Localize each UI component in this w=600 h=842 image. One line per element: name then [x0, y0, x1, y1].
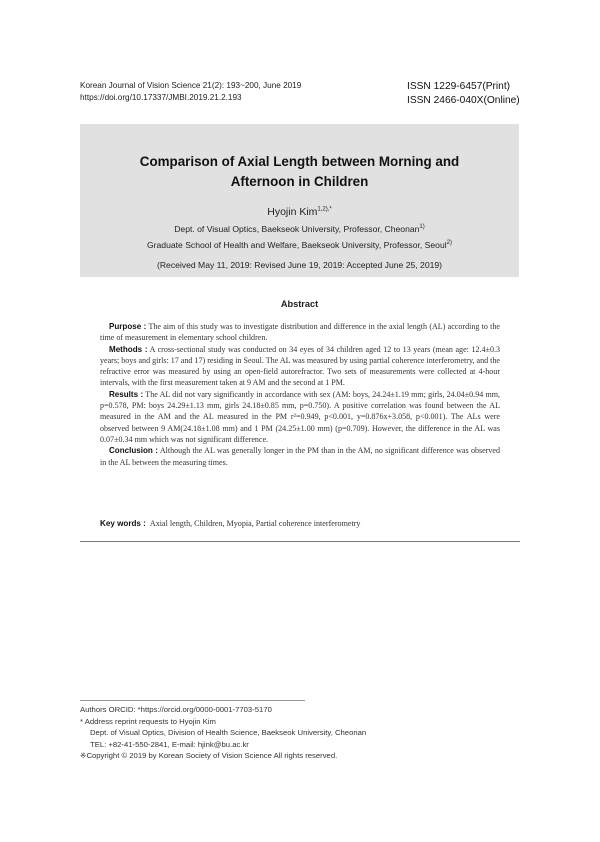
title-box: [80, 124, 519, 277]
affiliation-text: Dept. of Visual Optics, Baekseok University, Professor, Cheonan: [174, 224, 420, 234]
footnote-divider: [80, 700, 305, 701]
footnotes: [80, 704, 366, 762]
journal-citation: [80, 80, 301, 104]
title-line: Afternoon in Children: [230, 174, 369, 189]
abstract-heading: Abstract: [280, 299, 319, 309]
issn-print: ISSN 1229-6457(Print): [407, 81, 511, 92]
keywords-label: Key words :: [100, 519, 146, 528]
results-text: The AL did not vary significantly in accordance with sex (AM: boys, 24.24±1.19 mm; girls, 24.04±0.94 mm, p=0.578, PM: boys 24.29±1.13 mm, girls 24.18±0.85 mm, p=0.750). A positive correlation was found between the AL measured in the AM and the AL measured in the PM r²=0.949, p<0.001, y=0.876x+3.058, p<0.001). The ALs were observed between 9 AM(24.18±1.08 mm) and 1 PM (24.25±1.00 mm) (p=0.709). However, the difference in the AL was 0.07±0.34 mm which was not significant difference.: [100, 389, 501, 444]
author-superscript: 1,2),*: [317, 206, 332, 213]
results-paragraph: [100, 389, 500, 445]
issn-online: ISSN 2466-040X(Online): [407, 95, 520, 106]
reprint-line: * Address reprint requests to Hyojin Kim: [80, 716, 216, 726]
affiliation-2: [80, 240, 519, 250]
author: [80, 206, 519, 218]
purpose-text: The aim of this study was to investigate distribution and difference in the axial length (AL) according to the time of measurement in elementary school children.: [100, 322, 500, 343]
affiliation-1: [80, 224, 519, 234]
purpose-paragraph: [100, 321, 500, 344]
conclusion-label: Conclusion :: [109, 446, 158, 456]
keywords: [100, 519, 520, 528]
affiliation-superscript: 2): [446, 240, 452, 247]
keywords-text: Axial length, Children, Myopia, Partial coherence interferometry: [149, 519, 361, 528]
abstract-body: [100, 321, 500, 468]
methods-text: A cross-sectional study was conducted on 34 eyes of 34 children aged 12 to 13 years (mean age: 12.4±0.3 years; boys and girls: 17 and 17) residing in Seoul. The AL was measured by using partial coherence interferometry, and the refractive error was measured by using an open-field autorefractor. Two sets of measurements were collected at 4-hour intervals, with the first measurement taken at 9 AM and the second at 1 PM.: [100, 344, 500, 388]
journal-line: Korean Journal of Vision Science 21(2): 193~200, June 2019: [80, 81, 302, 90]
doi-link[interactable]: https://doi.org/10.17337/JMBI.2019.21.2.193: [80, 93, 242, 102]
affiliation-text: Graduate School of Health and Welfare, Baekseok University, Professor, Seoul: [146, 240, 447, 250]
results-label: Results :: [109, 389, 144, 399]
issn-block: [407, 80, 520, 108]
title-line: Comparison of Axial Length between Morning and: [139, 154, 460, 169]
orcid-line: Authors ORCID: *https://orcid.org/0000-0001-7703-5170: [80, 705, 272, 714]
purpose-label: Purpose :: [109, 322, 147, 331]
conclusion-paragraph: [100, 445, 500, 468]
section-divider: [80, 541, 520, 542]
paper-title: [80, 152, 519, 192]
contact-line: TEL: +82-41-550-2841, E-mail: hjink@bu.ac.kr: [90, 739, 249, 749]
copyright-line: ※Copyright © 2019 by Korean Society of Vision Science All rights reserved.: [80, 751, 338, 760]
affiliation-superscript: 1): [419, 224, 425, 231]
author-name: Hyojin Kim: [267, 206, 318, 218]
received-dates: (Received May 11, 2019: Revised June 19, 2019: Accepted June 25, 2019): [156, 260, 443, 270]
methods-label: Methods :: [109, 344, 148, 354]
address-line: Dept. of Visual Optics, Division of Health Science, Baekseok University, Cheonan: [90, 728, 367, 737]
methods-paragraph: [100, 344, 500, 389]
conclusion-text: Although the AL was generally longer in the PM than in the AM, no significant difference was observed in the AL between the measuring times.: [100, 446, 500, 467]
